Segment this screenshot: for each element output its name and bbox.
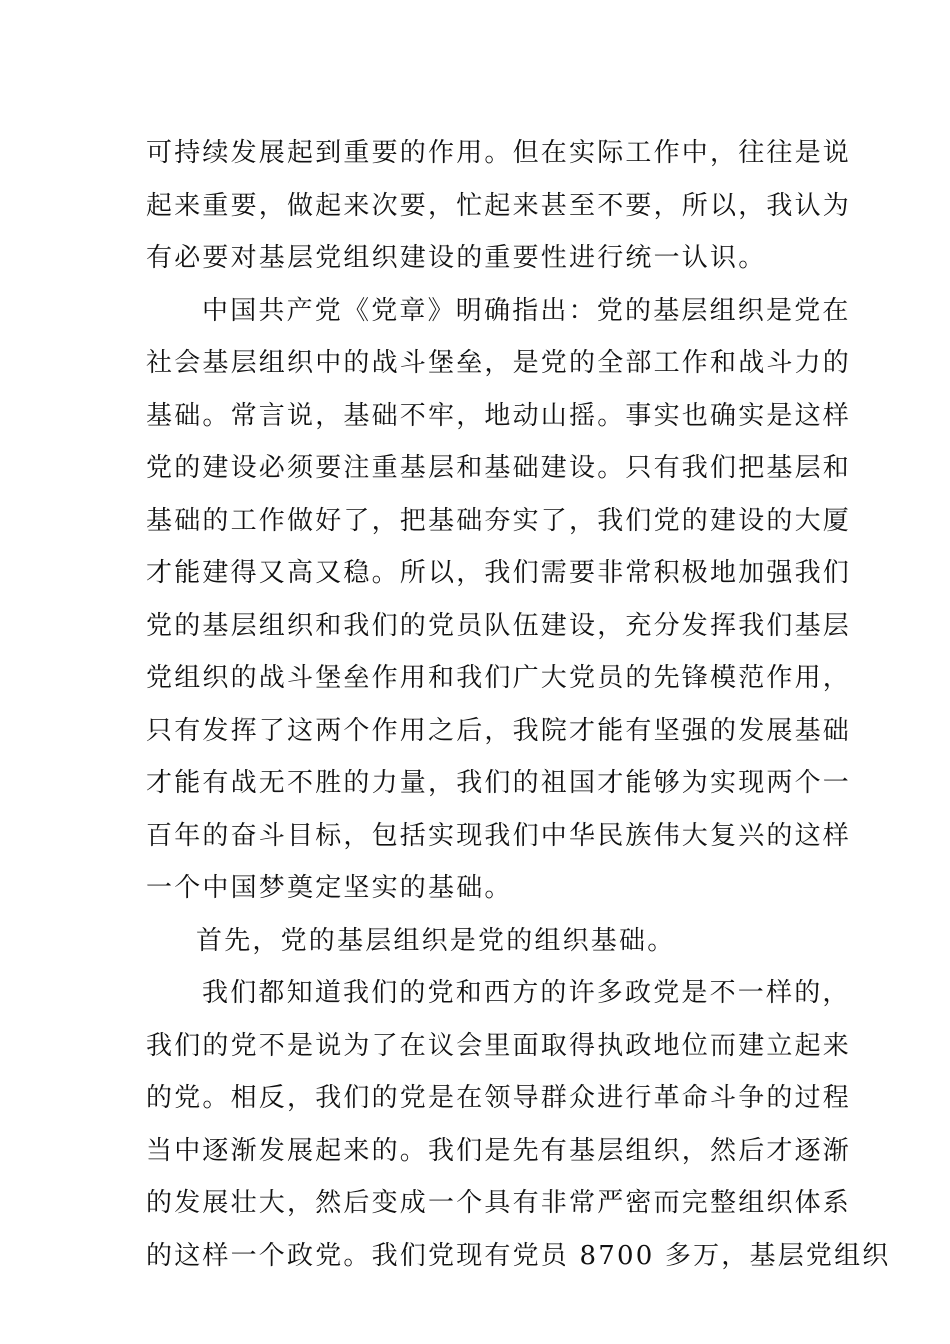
text-line: 一个中国梦奠定坚实的基础。: [146, 873, 513, 903]
text-line: 我们的党不是说为了在议会里面取得执政地位而建立起来: [146, 1030, 852, 1061]
text-line: 只有发挥了这两个作用之后，我院才能有坚强的发展基础: [146, 715, 852, 746]
text-line: 党组织的战斗堡垒作用和我们广大党员的先锋模范作用，: [146, 663, 852, 693]
text-line: 才能有战无不胜的力量，我们的祖国才能够为实现两个一: [146, 768, 852, 798]
text-line: 才能建得又高又稳。所以，我们需要非常积极地加强我们: [146, 558, 852, 588]
text-line: 基础的工作做好了，把基础夯实了，我们党的建设的大厦: [146, 505, 852, 536]
text-line: 党的基层组织和我们的党员队伍建设，充分发挥我们基层: [146, 610, 852, 641]
body-text: [146, 127, 891, 1282]
text-line: 社会基层组织中的战斗堡垒，是党的全部工作和战斗力的: [146, 348, 852, 378]
section-heading-line: 首先，党的基层组织是党的组织基础。: [196, 925, 676, 956]
text-line: 基础。常言说，基础不牢，地动山摇。事实也确实是这样: [146, 400, 852, 431]
text-line: 的这样一个政党。我们党现有党员 8700 多万，基层党组织: [146, 1240, 891, 1271]
text-line: 有必要对基层党组织建设的重要性进行统一认识。: [146, 243, 767, 273]
text-line: 的党。相反，我们的党是在领导群众进行革命斗争的过程: [146, 1083, 852, 1113]
text-line: 当中逐渐发展起来的。我们是先有基层组织，然后才逐渐: [146, 1135, 852, 1166]
text-line: 百年的奋斗目标，包括实现我们中华民族伟大复兴的这样: [146, 820, 852, 851]
text-line: 党的建设必须要注重基层和基础建设。只有我们把基层和: [146, 453, 852, 483]
paragraph-start-line: 我们都知道我们的党和西方的许多政党是不一样的，: [202, 978, 851, 1008]
text-line: 起来重要，做起来次要，忙起来甚至不要，所以，我认为: [146, 190, 852, 221]
text-line: 的发展壮大，然后变成一个具有非常严密而完整组织体系: [146, 1188, 852, 1218]
paragraph-start-line: 中国共产党《党章》明确指出：党的基层组织是党在: [202, 295, 851, 326]
text-line: 可持续发展起到重要的作用。但在实际工作中，往往是说: [146, 138, 852, 168]
